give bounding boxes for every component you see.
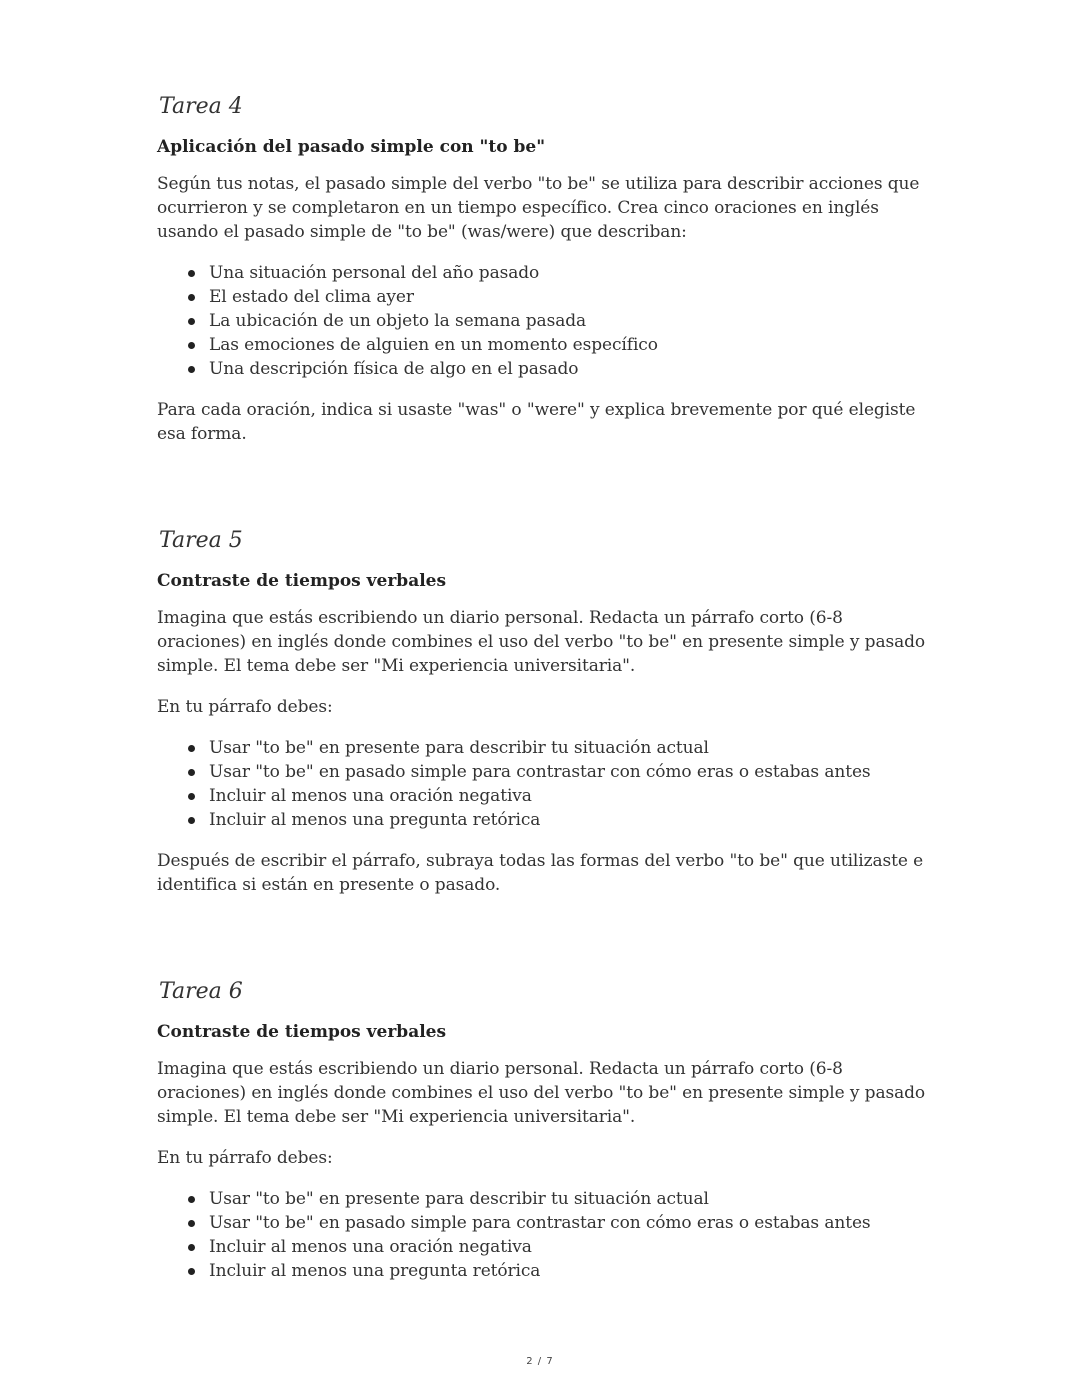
task-intro: Imagina que estás escribiendo un diario personal. Redacta un párrafo corto (6-8 oraciones) en inglés donde combines el uso del verbo "to be" en presente simple y pasado simple. El tema debe ser "Mi experiencia universitaria". xyxy=(157,608,926,676)
bullet-icon xyxy=(188,1244,195,1251)
task-lead: En tu párrafo debes: xyxy=(157,1148,333,1168)
task-subtitle: Aplicación del pasado simple con "to be" xyxy=(157,137,546,157)
list-item xyxy=(157,1187,927,1211)
task-closing: Después de escribir el párrafo, subraya todas las formas del verbo "to be" que utilizaste e identifica si están en presente o pasado. xyxy=(157,851,924,895)
bullet-icon xyxy=(188,793,195,800)
list-item-text: Usar "to be" en presente para describir tu situación actual xyxy=(209,1189,709,1209)
list-item xyxy=(157,1211,927,1235)
list-item-text: El estado del clima ayer xyxy=(209,287,414,307)
list-item xyxy=(157,736,927,760)
task-title: Tarea 5 xyxy=(159,528,243,553)
list-item-text: Una descripción física de algo en el pasado xyxy=(209,359,579,379)
task-bullet-list xyxy=(157,261,927,381)
list-item xyxy=(157,285,927,309)
task-title: Tarea 6 xyxy=(159,979,243,1004)
bullet-icon xyxy=(188,342,195,349)
list-item-text: Usar "to be" en pasado simple para contrastar con cómo eras o estabas antes xyxy=(209,1213,871,1233)
bullet-icon xyxy=(188,270,195,277)
document-page xyxy=(157,92,927,1300)
bullet-icon xyxy=(188,1196,195,1203)
task-intro: Según tus notas, el pasado simple del verbo "to be" se utiliza para describir acciones que ocurrieron y se completaron en un tiempo específico. Crea cinco oraciones en inglés usando el pasado simple de "to be" (was/were) que describan: xyxy=(157,174,920,242)
list-item-text: Incluir al menos una oración negativa xyxy=(209,786,532,806)
task-subtitle: Contraste de tiempos verbales xyxy=(157,571,447,591)
list-item-text: Las emociones de alguien en un momento específico xyxy=(209,335,658,355)
task-5 xyxy=(157,526,927,897)
list-item-text: Incluir al menos una oración negativa xyxy=(209,1237,532,1257)
list-item xyxy=(157,309,927,333)
section-spacer xyxy=(157,463,927,526)
task-bullet-list xyxy=(157,1187,927,1283)
list-item xyxy=(157,1259,927,1283)
task-lead: En tu párrafo debes: xyxy=(157,697,333,717)
bullet-icon xyxy=(188,745,195,752)
task-subtitle: Contraste de tiempos verbales xyxy=(157,1022,447,1042)
task-intro: Imagina que estás escribiendo un diario personal. Redacta un párrafo corto (6-8 oraciones) en inglés donde combines el uso del verbo "to be" en presente simple y pasado simple. El tema debe ser "Mi experiencia universitaria". xyxy=(157,1059,926,1127)
list-item-text: Incluir al menos una pregunta retórica xyxy=(209,810,541,830)
list-item xyxy=(157,261,927,285)
list-item-text: Usar "to be" en presente para describir tu situación actual xyxy=(209,738,709,758)
task-closing: Para cada oración, indica si usaste "was" o "were" y explica brevemente por qué elegiste esa forma. xyxy=(157,400,916,444)
section-spacer xyxy=(157,914,927,977)
bullet-icon xyxy=(188,1220,195,1227)
task-6 xyxy=(157,977,927,1283)
list-item xyxy=(157,357,927,381)
list-item xyxy=(157,808,927,832)
bullet-icon xyxy=(188,294,195,301)
bullet-icon xyxy=(188,366,195,373)
list-item xyxy=(157,1235,927,1259)
bullet-icon xyxy=(188,769,195,776)
list-item-text: Usar "to be" en pasado simple para contrastar con cómo eras o estabas antes xyxy=(209,762,871,782)
list-item-text: La ubicación de un objeto la semana pasada xyxy=(209,311,587,331)
bullet-icon xyxy=(188,817,195,824)
task-bullet-list xyxy=(157,736,927,832)
page-number: 2 / 7 xyxy=(526,1356,554,1367)
list-item-text: Incluir al menos una pregunta retórica xyxy=(209,1261,541,1281)
list-item xyxy=(157,333,927,357)
list-item xyxy=(157,784,927,808)
bullet-icon xyxy=(188,318,195,325)
list-item-text: Una situación personal del año pasado xyxy=(209,263,540,283)
bullet-icon xyxy=(188,1268,195,1275)
list-item xyxy=(157,760,927,784)
task-4 xyxy=(157,92,927,446)
task-title: Tarea 4 xyxy=(159,94,243,119)
